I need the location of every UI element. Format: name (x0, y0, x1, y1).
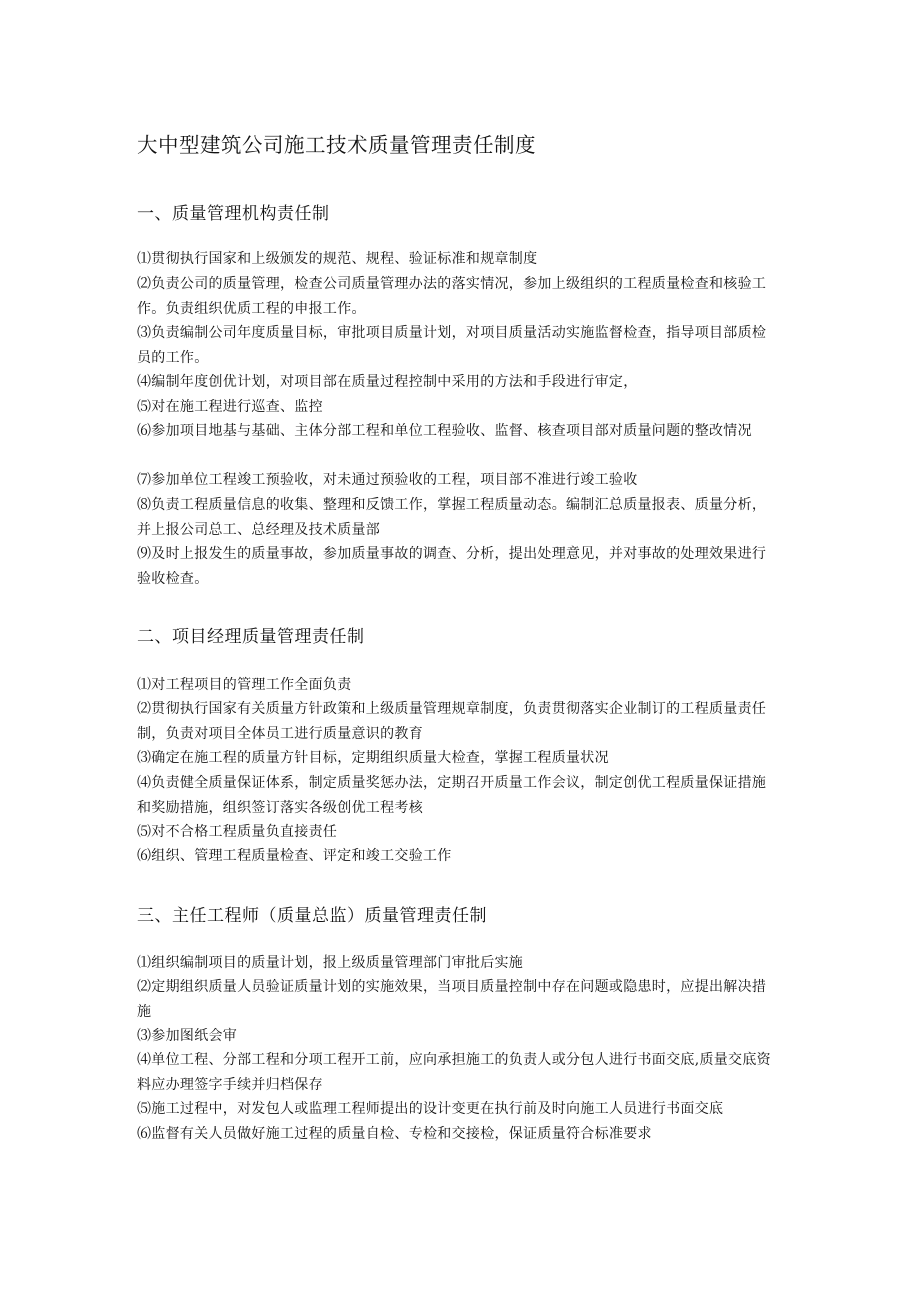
section-3-item-5: ⑸施工过程中，对发包人或监理工程师提出的设计变更在执行前及时向施工人员进行书面交底 (137, 1101, 724, 1117)
section-1-item-7: ⑺参加单位工程竣工预验收，对未通过预验收的工程，项目部不准进行竣工验收 (137, 472, 638, 488)
section-heading-1: 一、质量管理机构责任制 (137, 204, 330, 224)
section-3-item-4: ⑷单位工程、分部工程和分项工程开工前，应向承担施工的负责人或分包人进行书面交底,质量交底资料应办理签字手续并归档保存 (137, 1052, 771, 1093)
section-2-item-3: ⑶确定在施工程的质量方针目标，定期组织质量大检查，掌握工程质量状况 (137, 750, 609, 766)
section-heading-2: 二、项目经理质量管理责任制 (137, 627, 365, 647)
document-title: 大中型建筑公司施工技术质量管理责任制度 (137, 133, 536, 157)
section-2-item-1: ⑴对工程项目的管理工作全面负责 (137, 677, 352, 693)
section-2-item-4: ⑷负责健全质量保证体系，制定质量奖惩办法，定期召开质量工作会议，制定创优工程质量保证措施和奖励措施，组织签订落实各级创优工程考核 (137, 775, 767, 816)
section-1-item-2: ⑵负责公司的质量管理，检查公司质量管理办法的落实情况，参加上级组织的工程质量检查和核验工作。负责组织优质工程的申报工作。 (137, 276, 767, 317)
section-1-item-3: ⑶负责编制公司年度质量目标，审批项目质量计划，对项目质量活动实施监督检查，指导项目部质检员的工作。 (137, 325, 767, 366)
section-1-item-8: ⑻负责工程质量信息的收集、整理和反馈工作，掌握工程质量动态。编制汇总质量报表、质量分析，并上报公司总工、总经理及技术质量部 (137, 497, 767, 538)
section-3-item-6: ⑹监督有关人员做好施工过程的质量自检、专检和交接检，保证质量符合标准要求 (137, 1126, 652, 1142)
section-1-item-5: ⑸对在施工程进行巡查、监控 (137, 399, 323, 415)
section-1-item-1: ⑴贯彻执行国家和上级颁发的规范、规程、验证标准和规章制度 (137, 251, 538, 267)
section-1-item-9: ⑼及时上报发生的质量事故，参加质量事故的调查、分析，提出处理意见，并对事故的处理效果进行验收检查。 (137, 546, 767, 587)
section-2-item-5: ⑸对不合格工程质量负直接责任 (137, 824, 338, 840)
section-3-item-2: ⑵定期组织质量人员验证质量计划的实施效果，当项目质量控制中存在问题或隐患时，应提出解决措施 (137, 979, 767, 1020)
section-3-item-1: ⑴组织编制项目的质量计划，报上级质量管理部门审批后实施 (137, 955, 524, 971)
section-1-item-6: ⑹参加项目地基与基础、主体分部工程和单位工程验收、监督、核查项目部对质量问题的整改情况 (137, 423, 752, 439)
section-3-item-3: ⑶参加图纸会审 (137, 1028, 238, 1044)
section-2-item-6: ⑹组织、管理工程质量检查、评定和竣工交验工作 (137, 848, 452, 864)
section-heading-3: 三、主任工程师（质量总监）质量管理责任制 (137, 906, 487, 926)
section-1-item-4: ⑷编制年度创优计划，对项目部在质量过程控制中采用的方法和手段进行审定， (137, 374, 638, 390)
section-2-item-2: ⑵贯彻执行国家有关质量方针政策和上级质量管理规章制度，负责贯彻落实企业制订的工程质量责任制，负责对项目全体员工进行质量意识的教育 (137, 701, 767, 742)
